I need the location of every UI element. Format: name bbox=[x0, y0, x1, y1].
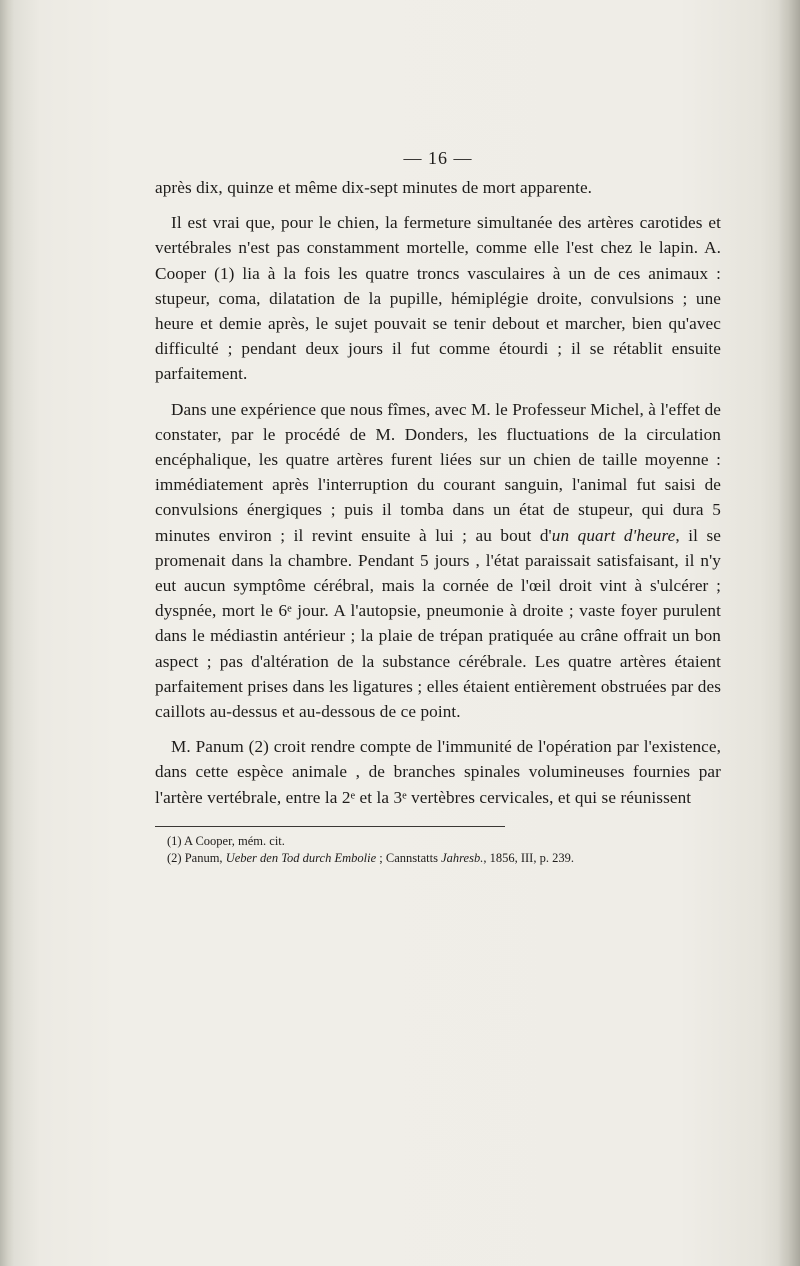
paragraph bbox=[155, 210, 721, 386]
page-content bbox=[155, 148, 721, 867]
text-run: Dans une expérience que nous fîmes, avec M. le Professeur Michel, à l'effet de constater, par le procédé de M. Donders, les fluctuations de la circulation encéphalique, les quatre artères furent liées sur un chien de taille moyenne : immédiatement après l'interruption du courant sanguin, l'animal fut saisi de convulsions énergiques ; puis il tomba dans un état de stupeur, qui dura 5 minutes environ ; il revint ensuite à lui ; au bout d' bbox=[155, 399, 721, 545]
italic-text: Ueber den Tod durch Embolie bbox=[225, 850, 377, 865]
text-run: après dix, quinze et même dix-sept minutes de mort apparente. bbox=[155, 178, 593, 197]
page-spine-shadow bbox=[0, 0, 14, 1266]
paragraph bbox=[155, 397, 721, 725]
italic-text: Jahresb. bbox=[441, 850, 484, 865]
footnote bbox=[155, 850, 721, 867]
text-run: , il se promenait dans la chambre. Pendant 5 jours , l'état paraissait satisfaisant, il n'y eut aucun symptôme cérébral, mais la cornée de l'œil droit vint à s'ulcérer ; dyspnée, mort le 6ᵉ jour. A l'autopsie, pneumonie à droite ; vaste foyer purulent dans le médiastin antérieur ; la plaie de trépan pratiquée au crâne offrait un bon aspect ; pas d'altération de la substance cérébrale. Les quatre artères étaient parfaitement prises dans les ligatures ; elles étaient entièrement obstruées par des caillots au-dessus et au-dessous de ce point. bbox=[155, 525, 721, 722]
paragraph bbox=[155, 175, 721, 200]
text-run: (2) Panum, bbox=[167, 850, 226, 865]
page-edge-shadow bbox=[778, 0, 800, 1266]
footnotes bbox=[155, 833, 721, 867]
text-run: (1) A Cooper, mém. cit. bbox=[167, 833, 285, 848]
text-run: Il est vrai que, pour le chien, la fermeture simultanée des artères carotides et vertébrales n'est pas constamment mortelle, comme elle l'est chez le lapin. A. Cooper (1) lia à la fois les quatre troncs vasculaires à un de ces animaux : stupeur, coma, dilatation de la pupille, hémiplégie droite, convulsions ; une heure et demie après, le sujet pouvait se tenir debout et marcher, bien qu'avec difficulté ; pendant deux jours il fut comme étourdi ; il se rétablit ensuite parfaitement. bbox=[155, 213, 721, 384]
body-text bbox=[155, 175, 721, 810]
italic-text: un quart d'heure bbox=[551, 525, 676, 545]
text-run: M. Panum (2) croit rendre compte de l'immunité de l'opération par l'existence, dans cette espèce animale , de branches spinales volumineuses fournies par l'artère vertébrale, entre la 2ᵉ et la 3ᵉ vertèbres cervicales, et qui se réunissent bbox=[155, 737, 721, 807]
footnote bbox=[155, 833, 721, 850]
text-run: , 1856, III, p. 239. bbox=[483, 850, 574, 865]
text-run: ; Cannstatts bbox=[376, 850, 442, 865]
paragraph bbox=[155, 734, 721, 810]
page-number: — 16 — bbox=[403, 148, 473, 168]
footnote-rule bbox=[155, 826, 505, 827]
